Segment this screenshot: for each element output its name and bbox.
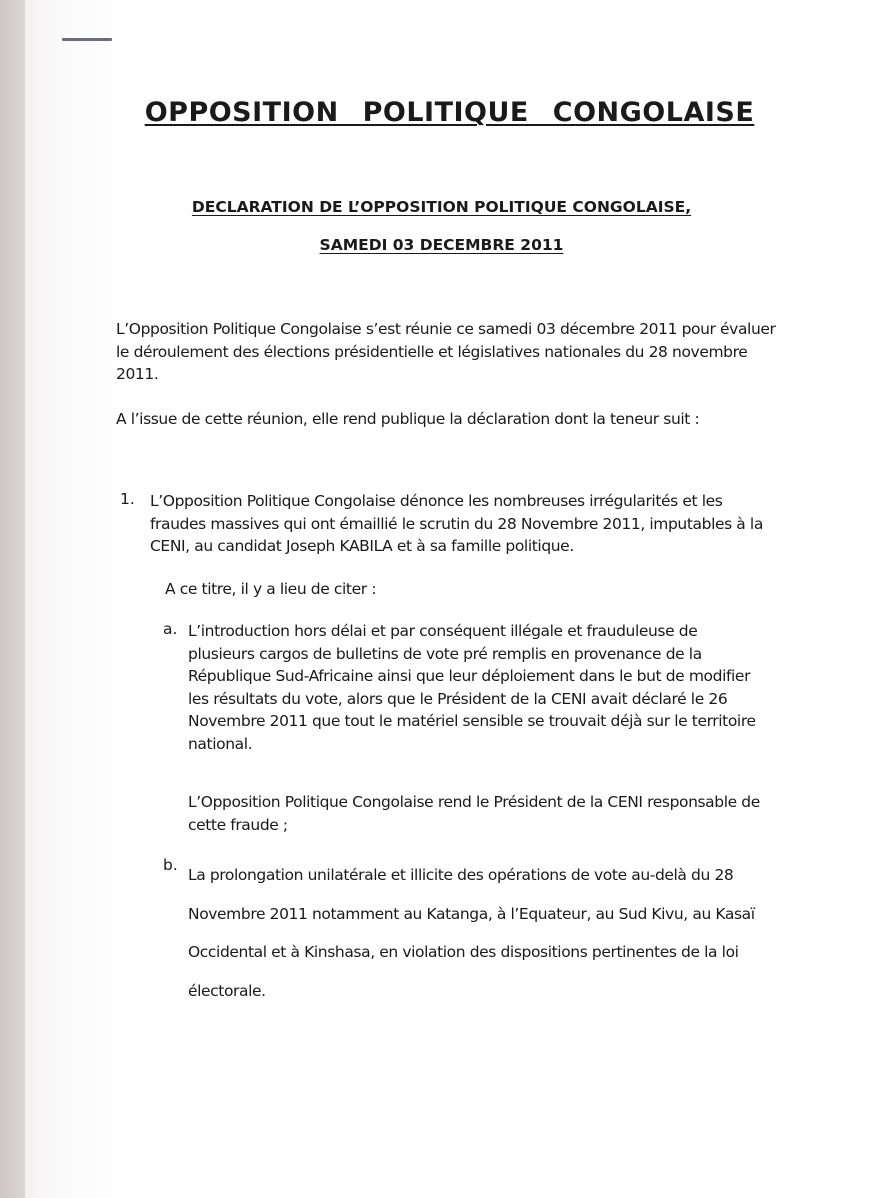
- subitem-label: b.: [163, 856, 178, 874]
- item-number: 1.: [120, 490, 135, 508]
- subitem-note: L’Opposition Politique Congolaise rend le Président de la CENI responsable de cette fraude ;: [188, 793, 760, 834]
- item-text: L’Opposition Politique Congolaise dénonce les nombreuses irrégularités et les fraudes massives qui ont émaillié le scrutin du 28 Novembre 2011, imputables à la CENI, au candidat Joseph KABILA et à sa famille politique.: [150, 492, 763, 555]
- declaration-date: SAMEDI 03 DECEMBRE 2011: [319, 236, 564, 254]
- subitem-text: La prolongation unilatérale et illicite des opérations de vote au-delà du 28 Novembre 2011 notamment au Katanga, à l’Equateur, au Sud Kivu, au Kasaï Occidental et à Kinshasa, en violation des dispositions pertinentes de la loi électorale.: [188, 866, 755, 1000]
- subitem-label: a.: [163, 620, 178, 638]
- issue-paragraph: A l’issue de cette réunion, elle rend publique la déclaration dont la teneur suit :: [116, 410, 700, 428]
- declaration-heading: DECLARATION DE L’OPPOSITION POLITIQUE CONGOLAISE,: [191, 198, 692, 216]
- item-lead: A ce titre, il y a lieu de citer :: [165, 580, 377, 598]
- scan-edge: [0, 0, 25, 1198]
- document-title: OPPOSITION POLITIQUE CONGOLAISE: [144, 97, 755, 128]
- intro-paragraph: L’Opposition Politique Congolaise s’est réunie ce samedi 03 décembre 2011 pour évaluer le déroulement des élections présidentielle et législatives nationales du 28 novembre 2011.: [116, 320, 776, 383]
- subitem-text: L’introduction hors délai et par conséquent illégale et frauduleuse de plusieurs cargos de bulletins de vote pré remplis en provenance de la République Sud-Africaine ainsi que leur déploiement dans le but de modifier les résultats du vote, alors que le Président de la CENI avait déclaré le 26 Novembre 2011 que tout le matériel sensible se trouvait déjà sur le territoire national.: [188, 622, 756, 753]
- page-mark: [62, 38, 112, 41]
